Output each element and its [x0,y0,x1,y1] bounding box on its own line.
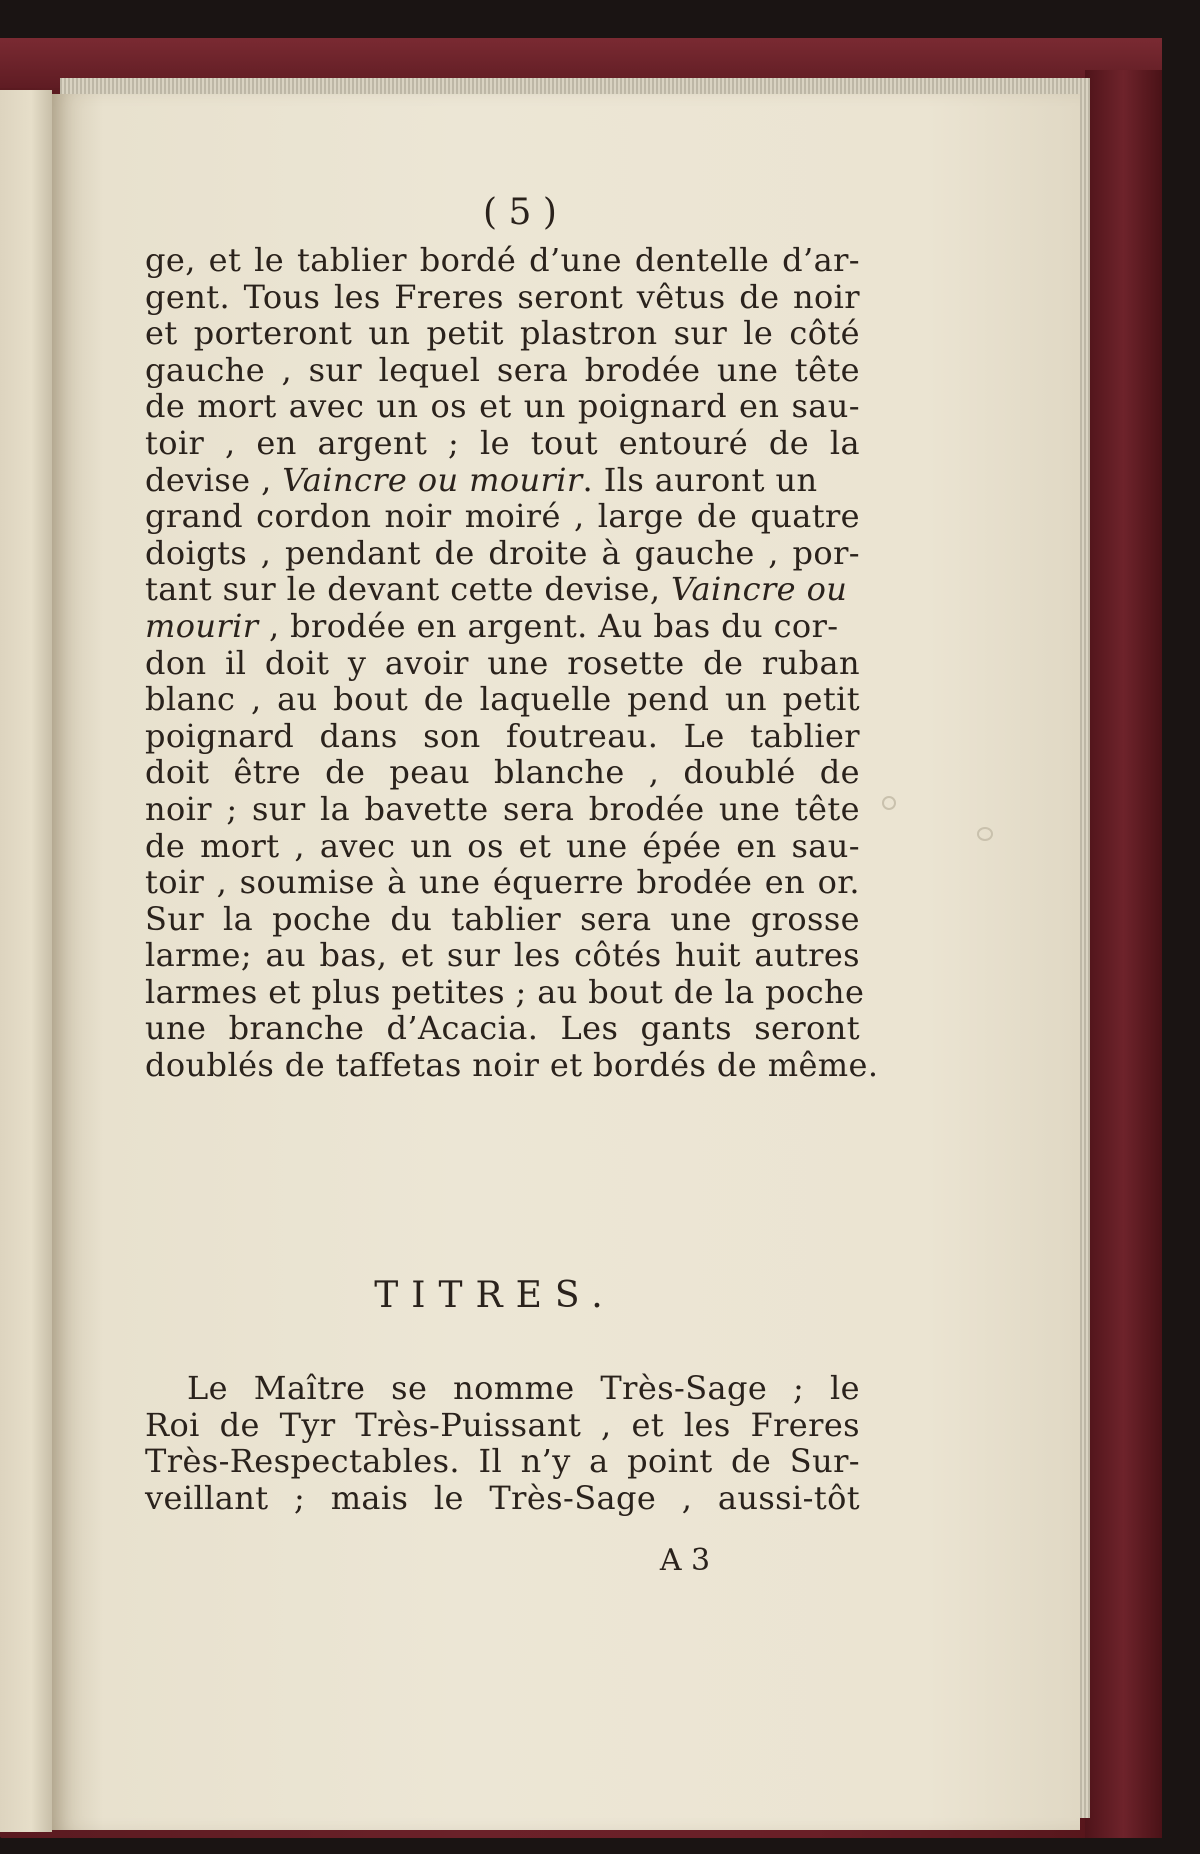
text-line: et porteront un petit plastron sur le côté [145,314,860,353]
signature-mark: A 3 [659,1543,711,1578]
body-paragraph-1 [145,241,879,1085]
text-line: Très-Respectables. Il n’y a point de Sur- [145,1442,860,1481]
page-folio: ( 5 ) [483,192,557,233]
text-line: don il doit y avoir une rosette de ruban [145,643,860,682]
text-line: grand cordon noir moiré , large de quatre [145,497,860,536]
text-line: blanc , au bout de laquelle pend un petit [145,680,860,719]
text-line: gauche , sur lequel sera brodée une tête [145,350,860,389]
text-line: doit être de peau blanche , doublé de [145,753,860,792]
text-line: Roi de Tyr Très-Puissant , et les Freres [145,1405,860,1444]
text-line: doublés de taffetas noir et bordés de même. [145,1046,879,1085]
text-line: poignard dans son foutreau. Le tablier [145,716,860,755]
cover-right-edge [1085,70,1162,1838]
italic-motto: Vaincre ou [670,570,848,609]
text-line [145,462,860,499]
text-run: . Ils auront un [582,460,818,499]
italic-motto: Vaincre ou mourir [282,460,583,499]
text-line: une branche d’Acacia. Les gants seront [145,1009,860,1048]
text-line: gent. Tous les Freres seront vêtus de noir [145,277,860,316]
text-line [145,608,860,645]
text-run: devise , [145,460,283,499]
facing-page [0,90,52,1832]
text-line: larmes et plus petites ; au bout de la poche [145,972,865,1011]
text-line: toir , soumise à une équerre brodée en or. [145,863,860,902]
paper-speck [977,827,993,841]
text-line: ge, et le tablier bordé d’une dentelle d’ar- [145,241,860,279]
text-line: de mort avec un os et un poignard en sau- [145,387,860,426]
text-line: doigts , pendant de droite à gauche , por- [145,533,860,572]
text-run: , brodée en argent. Au bas du cor- [258,606,839,645]
text-line: de mort , avec un os et une épée en sau- [145,826,860,865]
paper-speck [882,796,896,810]
text-line: larme; au bas, et sur les côtés huit autres [145,936,860,975]
italic-motto: mourir [145,606,259,645]
section-heading: TITRES. [374,1275,616,1316]
text-line: noir ; sur la bavette sera brodée une tête [145,789,860,828]
text-line: Sur la poche du tablier sera une grosse [145,899,860,938]
text-line [145,571,860,608]
text-line: Le Maître se nomme Très-Sage ; le [187,1369,860,1407]
text-run: tant sur le devant cette devise, [145,570,671,609]
text-line: toir , en argent ; le tout entouré de la [145,423,860,462]
body-paragraph-2 [145,1370,860,1516]
text-line: veillant ; mais le Très-Sage , aussi-tôt [145,1478,860,1517]
